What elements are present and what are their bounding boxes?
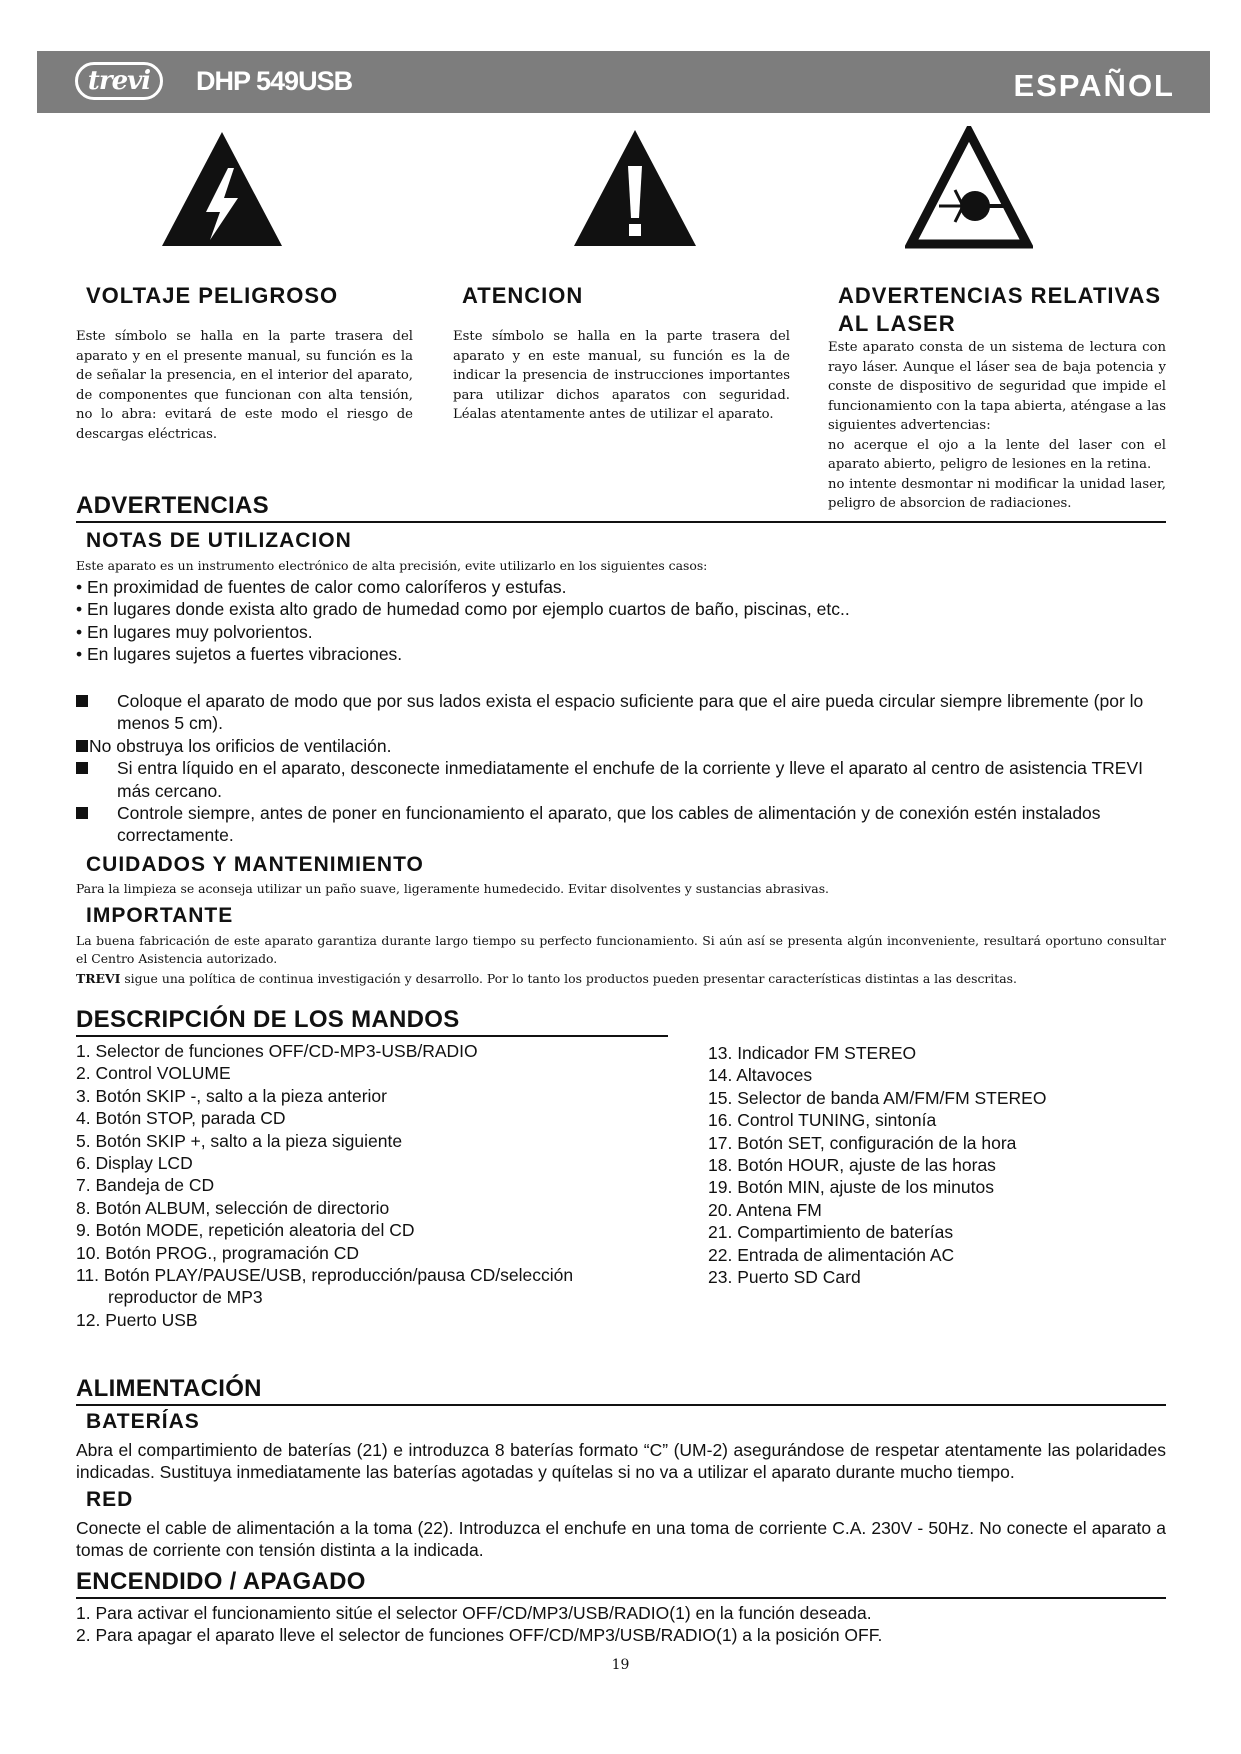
- warning-text-laser: Este aparato consta de un sistema de lectura con rayo láser. Aunque el láser sea de baja potencia y conste de dispositivo de seguridad que impide el funcionamiento con la tapa abierta, aténgase a las siguientes advertencias: no acerque el ojo a la lente del laser con el aparato abierto, peligro de lesiones en la retina. no intente desmontar ni modificar la unidad laser, peligro de absorcion de radiaciones.: [828, 338, 1166, 514]
- page-number: 19: [611, 1657, 630, 1673]
- list-item: 16. Control TUNING, sintonía: [708, 1110, 937, 1131]
- trevi-brand: TREVI: [76, 971, 121, 986]
- red-text: Conecte el cable de alimentación a la toma (22). Introduzca el enchufe en una toma de corriente C.A. 230V - 50Hz. No conecte el aparato a tomas de corriente con tensión distinta a la indicada.: [76, 1518, 1166, 1561]
- square-bullet-icon: [76, 807, 88, 819]
- list-item: 23. Puerto SD Card: [708, 1267, 861, 1288]
- language-label: ESPAÑOL: [1013, 68, 1175, 103]
- square-bullet-icon: [76, 740, 88, 752]
- list-item: 12. Puerto USB: [76, 1309, 198, 1330]
- list-item: 4. Botón STOP, parada CD: [76, 1108, 286, 1129]
- subsection-title-notas: NOTAS DE UTILIZACION: [86, 529, 352, 552]
- warning-text-attention: Este símbolo se halla en la parte trasera del aparato y en este manual, su función es la de indicar la presencia de instrucciones importantes para utilizar dichos aparatos con seguridad. Léalas atentamente antes de utilizar el aparato.: [453, 329, 790, 422]
- list-item-continuation: reproductor de MP3: [108, 1287, 263, 1308]
- list-item: 20. Antena FM: [708, 1199, 822, 1220]
- section-title-advertencias: ADVERTENCIAS: [76, 492, 269, 519]
- list-item: 8. Botón ALBUM, selección de directorio: [76, 1197, 390, 1218]
- laser-warning-line: no intente desmontar ni modificar la unidad laser, peligro de absorcion de radiaciones.: [828, 476, 1166, 511]
- list-item: 10. Botón PROG., programación CD: [76, 1242, 360, 1263]
- list-item: 2. Control VOLUME: [76, 1063, 231, 1084]
- subsection-title-baterias: BATERÍAS: [86, 1410, 200, 1433]
- lightning-warning-icon: [158, 128, 286, 250]
- list-item: No obstruya los orificios de ventilación.: [76, 735, 1166, 757]
- trevi-statement: TREVI sigue una política de continua investigación y desarrollo. Por lo tanto los productos pueden presentar características distintas a las descritas.: [76, 971, 1017, 986]
- list-item: 17. Botón SET, configuración de la hora: [708, 1132, 1017, 1153]
- baterias-text: Abra el compartimiento de baterías (21) e introduzca 8 baterías formato “C” (UM-2) asegurándose de respetar atentamente las polaridades indicadas. Sustituya inmediatamente las baterías agotadas y quítelas si no va a utilizar el aparato durante mucho tiempo.: [76, 1440, 1166, 1483]
- list-item: 7. Bandeja de CD: [76, 1175, 215, 1196]
- list-item: 6. Display LCD: [76, 1153, 193, 1174]
- section-rule: [76, 1035, 668, 1037]
- list-item: Controle siempre, antes de poner en funcionamiento el aparato, que los cables de alimentación y de conexión estén instalados correctamente.: [76, 802, 1166, 847]
- laser-warning-icon: [905, 126, 1033, 250]
- section-title-mandos: DESCRIPCIÓN DE LOS MANDOS: [76, 1006, 460, 1033]
- notas-intro: Este aparato es un instrumento electrónico de alta precisión, evite utilizarlo en los siguientes casos:: [76, 558, 708, 573]
- section-title-alimentacion: ALIMENTACIÓN: [76, 1375, 262, 1402]
- list-item: 19. Botón MIN, ajuste de los minutos: [708, 1177, 994, 1198]
- exclamation-warning-icon: [570, 126, 700, 250]
- list-item: 14. Altavoces: [708, 1065, 813, 1086]
- encendido-list: [76, 1602, 1166, 1647]
- warning-title-voltage: VOLTAJE PELIGROSO: [86, 283, 339, 308]
- list-item: 1. Selector de funciones OFF/CD-MP3-USB/RADIO: [76, 1041, 478, 1061]
- subsection-title-importante: IMPORTANTE: [86, 904, 234, 927]
- section-rule: [76, 1597, 1166, 1599]
- square-bullet-icon: [76, 695, 88, 707]
- list-item: Coloque el aparato de modo que por sus lados exista el espacio suficiente para que el aire pueda circular siempre libremente (por lo menos 5 cm).: [76, 690, 1166, 735]
- section-rule: [76, 521, 1166, 523]
- square-bullet-list: [76, 690, 1166, 847]
- model-name: DHP 549USB: [196, 66, 353, 96]
- list-item: 5. Botón SKIP +, salto a la pieza siguiente: [76, 1130, 403, 1151]
- notas-bullet-list: [76, 576, 1166, 666]
- list-item: 1. Para activar el funcionamiento sitúe el selector OFF/CD/MP3/USB/RADIO(1) en la función deseada.: [76, 1603, 872, 1623]
- subsection-title-cuidados: CUIDADOS Y MANTENIMIENTO: [86, 853, 424, 876]
- list-item: • En lugares muy polvorientos.: [76, 621, 313, 642]
- warning-title-attention: ATENCION: [462, 283, 584, 308]
- subsection-title-red: RED: [86, 1488, 134, 1511]
- controls-list-left: [76, 1040, 676, 1331]
- cuidados-text: Para la limpieza se aconseja utilizar un paño suave, ligeramente humedecido. Evitar disolventes y sustancias abrasivas.: [76, 881, 829, 896]
- square-bullet-icon: [76, 762, 88, 774]
- warning-text-voltage: Este símbolo se halla en la parte trasera del aparato y en el presente manual, su función es la de señalar la presencia, en el interior del aparato, de componentes que funcionan con alta tensión, no lo abra: evitará de este modo el riesgo de descargas eléctricas.: [76, 329, 413, 442]
- importante-text: La buena fabricación de este aparato garantiza durante largo tiempo su perfecto funcionamiento. Si aún así se presenta algún inconveniente, resultará oportuno consultar el Centro Asistencia autorizado.: [76, 933, 1166, 966]
- list-item: • En lugares sujetos a fuertes vibraciones.: [76, 644, 403, 665]
- section-rule: [76, 1404, 1166, 1406]
- section-title-encendido: ENCENDIDO / APAGADO: [76, 1568, 366, 1595]
- list-item: 22. Entrada de alimentación AC: [708, 1244, 955, 1265]
- list-item: 11. Botón PLAY/PAUSE/USB, reproducción/pausa CD/selección: [76, 1265, 574, 1286]
- list-item: 9. Botón MODE, repetición aleatoria del CD: [76, 1220, 415, 1241]
- trevi-logo: trevi: [75, 62, 163, 100]
- warning-title-laser: ADVERTENCIAS RELATIVAS AL LASER: [838, 283, 1162, 336]
- list-item: 21. Compartimiento de baterías: [708, 1222, 954, 1243]
- list-item: 13. Indicador FM STEREO: [708, 1043, 917, 1063]
- list-item: 15. Selector de banda AM/FM/FM STEREO: [708, 1087, 1047, 1108]
- list-item: 3. Botón SKIP -, salto a la pieza anterior: [76, 1085, 387, 1106]
- list-item: • En lugares donde exista alto grado de humedad como por ejemplo cuartos de baño, piscinas, etc..: [76, 599, 850, 620]
- controls-list-right: [708, 1042, 1168, 1288]
- list-item: 2. Para apagar el aparato lleve el selector de funciones OFF/CD/MP3/USB/RADIO(1) a la posición OFF.: [76, 1625, 883, 1646]
- list-item: Si entra líquido en el aparato, desconecte inmediatamente el enchufe de la corriente y lleve el aparato al centro de asistencia TREVI más cercano.: [76, 757, 1166, 802]
- list-item: • En proximidad de fuentes de calor como caloríferos y estufas.: [76, 577, 567, 597]
- laser-warning-line: no acerque el ojo a la lente del laser con el aparato abierto, peligro de lesiones en la retina.: [828, 437, 1166, 472]
- list-item: 18. Botón HOUR, ajuste de las horas: [708, 1155, 996, 1176]
